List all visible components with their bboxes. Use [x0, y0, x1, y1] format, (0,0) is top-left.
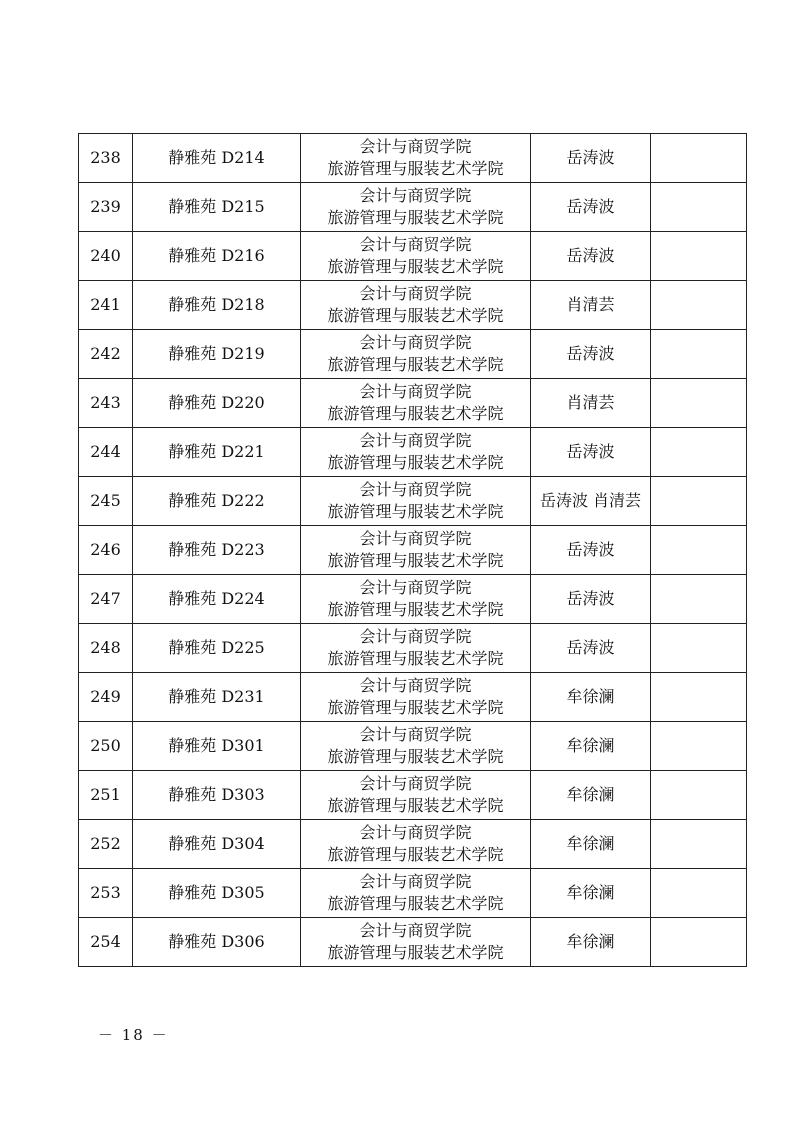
note-cell — [651, 428, 747, 477]
room-cell: 静雅苑 D214 — [133, 134, 301, 183]
college-cell — [301, 820, 531, 869]
college-cell — [301, 134, 531, 183]
person-cell — [531, 575, 651, 624]
row-number-cell: 246 — [79, 526, 133, 575]
college-line-2: 旅游管理与服装艺术学院 — [327, 257, 504, 276]
college-line-1: 会计与商贸学院 — [359, 725, 472, 744]
dormitory-assignment-table — [78, 133, 747, 967]
row-number-cell: 247 — [79, 575, 133, 624]
table-body — [79, 134, 747, 967]
college-line-1: 会计与商贸学院 — [359, 186, 472, 205]
college-cell — [301, 526, 531, 575]
note-cell — [651, 232, 747, 281]
table-row — [79, 134, 747, 183]
table-row — [79, 869, 747, 918]
college-cell — [301, 477, 531, 526]
person-cell — [531, 477, 651, 526]
table-row — [79, 918, 747, 967]
room-cell: 静雅苑 D303 — [133, 771, 301, 820]
room-cell: 静雅苑 D219 — [133, 330, 301, 379]
table-row — [79, 526, 747, 575]
note-cell — [651, 526, 747, 575]
room-cell: 静雅苑 D216 — [133, 232, 301, 281]
college-line-1: 会计与商贸学院 — [359, 774, 472, 793]
college-cell — [301, 771, 531, 820]
college-line-2: 旅游管理与服装艺术学院 — [327, 453, 504, 472]
table-row — [79, 183, 747, 232]
note-cell — [651, 624, 747, 673]
responsible-person: 岳涛波 — [566, 246, 615, 265]
table-row — [79, 673, 747, 722]
row-number-cell: 251 — [79, 771, 133, 820]
room-cell: 静雅苑 D220 — [133, 379, 301, 428]
college-cell — [301, 428, 531, 477]
room-cell: 静雅苑 D306 — [133, 918, 301, 967]
person-cell — [531, 183, 651, 232]
college-line-1: 会计与商贸学院 — [359, 480, 472, 499]
college-line-2: 旅游管理与服装艺术学院 — [327, 698, 504, 717]
room-cell: 静雅苑 D231 — [133, 673, 301, 722]
room-cell: 静雅苑 D304 — [133, 820, 301, 869]
note-cell — [651, 869, 747, 918]
table-row — [79, 722, 747, 771]
table-row — [79, 330, 747, 379]
college-cell — [301, 379, 531, 428]
room-cell: 静雅苑 D223 — [133, 526, 301, 575]
note-cell — [651, 918, 747, 967]
college-line-1: 会计与商贸学院 — [359, 578, 472, 597]
responsible-person: 牟徐澜 — [566, 785, 615, 804]
note-cell — [651, 183, 747, 232]
college-cell — [301, 869, 531, 918]
row-number-cell: 244 — [79, 428, 133, 477]
college-cell — [301, 232, 531, 281]
table-row — [79, 428, 747, 477]
note-cell — [651, 134, 747, 183]
person-cell — [531, 771, 651, 820]
row-number-cell: 242 — [79, 330, 133, 379]
person-cell — [531, 281, 651, 330]
room-cell: 静雅苑 D224 — [133, 575, 301, 624]
responsible-person: 牟徐澜 — [566, 736, 615, 755]
row-number-cell: 238 — [79, 134, 133, 183]
college-line-1: 会计与商贸学院 — [359, 284, 472, 303]
person-cell — [531, 379, 651, 428]
table-row — [79, 771, 747, 820]
room-cell: 静雅苑 D215 — [133, 183, 301, 232]
college-cell — [301, 281, 531, 330]
responsible-person: 牟徐澜 — [566, 932, 615, 951]
responsible-person: 肖清芸 — [566, 393, 615, 412]
college-line-2: 旅游管理与服装艺术学院 — [327, 355, 504, 374]
college-line-1: 会计与商贸学院 — [359, 823, 472, 842]
college-line-1: 会计与商贸学院 — [359, 529, 472, 548]
room-cell: 静雅苑 D221 — [133, 428, 301, 477]
college-line-2: 旅游管理与服装艺术学院 — [327, 845, 504, 864]
person-cell — [531, 722, 651, 771]
college-line-2: 旅游管理与服装艺术学院 — [327, 894, 504, 913]
responsible-person: 牟徐澜 — [566, 687, 615, 706]
college-cell — [301, 673, 531, 722]
college-cell — [301, 918, 531, 967]
college-line-1: 会计与商贸学院 — [359, 333, 472, 352]
person-cell — [531, 918, 651, 967]
college-line-2: 旅游管理与服装艺术学院 — [327, 649, 504, 668]
college-line-2: 旅游管理与服装艺术学院 — [327, 306, 504, 325]
college-line-2: 旅游管理与服装艺术学院 — [327, 502, 504, 521]
college-line-1: 会计与商贸学院 — [359, 137, 472, 156]
room-cell: 静雅苑 D225 — [133, 624, 301, 673]
note-cell — [651, 379, 747, 428]
person-cell — [531, 869, 651, 918]
note-cell — [651, 575, 747, 624]
row-number-cell: 252 — [79, 820, 133, 869]
responsible-person: 岳涛波 — [566, 344, 615, 363]
responsible-person: 岳涛波 — [566, 197, 615, 216]
person-cell — [531, 526, 651, 575]
person-cell — [531, 624, 651, 673]
college-line-1: 会计与商贸学院 — [359, 235, 472, 254]
table-row — [79, 281, 747, 330]
room-cell: 静雅苑 D218 — [133, 281, 301, 330]
college-line-1: 会计与商贸学院 — [359, 627, 472, 646]
row-number-cell: 254 — [79, 918, 133, 967]
college-cell — [301, 722, 531, 771]
row-number-cell: 243 — [79, 379, 133, 428]
table-row — [79, 379, 747, 428]
row-number-cell: 245 — [79, 477, 133, 526]
college-line-1: 会计与商贸学院 — [359, 431, 472, 450]
table-row — [79, 477, 747, 526]
note-cell — [651, 281, 747, 330]
college-line-1: 会计与商贸学院 — [359, 921, 472, 940]
person-cell — [531, 673, 651, 722]
note-cell — [651, 722, 747, 771]
row-number-cell: 250 — [79, 722, 133, 771]
person-cell — [531, 232, 651, 281]
college-line-2: 旅游管理与服装艺术学院 — [327, 747, 504, 766]
responsible-person: 岳涛波 — [566, 540, 615, 559]
college-cell — [301, 330, 531, 379]
person-cell — [531, 428, 651, 477]
college-line-1: 会计与商贸学院 — [359, 382, 472, 401]
note-cell — [651, 477, 747, 526]
responsible-person: 岳涛波 肖清芸 — [539, 491, 642, 510]
college-line-2: 旅游管理与服装艺术学院 — [327, 600, 504, 619]
college-cell — [301, 624, 531, 673]
college-cell — [301, 575, 531, 624]
responsible-person: 岳涛波 — [566, 442, 615, 461]
row-number-cell: 253 — [79, 869, 133, 918]
college-line-2: 旅游管理与服装艺术学院 — [327, 943, 504, 962]
table-row — [79, 624, 747, 673]
note-cell — [651, 330, 747, 379]
row-number-cell: 239 — [79, 183, 133, 232]
responsible-person: 牟徐澜 — [566, 834, 615, 853]
college-line-2: 旅游管理与服装艺术学院 — [327, 404, 504, 423]
room-cell: 静雅苑 D222 — [133, 477, 301, 526]
room-cell: 静雅苑 D305 — [133, 869, 301, 918]
note-cell — [651, 820, 747, 869]
college-line-1: 会计与商贸学院 — [359, 676, 472, 695]
responsible-person: 肖清芸 — [566, 295, 615, 314]
college-line-2: 旅游管理与服装艺术学院 — [327, 796, 504, 815]
table-row — [79, 232, 747, 281]
college-line-2: 旅游管理与服装艺术学院 — [327, 551, 504, 570]
college-line-2: 旅游管理与服装艺术学院 — [327, 208, 504, 227]
college-cell — [301, 183, 531, 232]
row-number-cell: 241 — [79, 281, 133, 330]
page-number: － 18 － — [98, 1026, 169, 1044]
college-line-2: 旅游管理与服装艺术学院 — [327, 159, 504, 178]
responsible-person: 岳涛波 — [566, 638, 615, 657]
room-cell: 静雅苑 D301 — [133, 722, 301, 771]
row-number-cell: 248 — [79, 624, 133, 673]
person-cell — [531, 820, 651, 869]
person-cell — [531, 134, 651, 183]
table-row — [79, 575, 747, 624]
responsible-person: 岳涛波 — [566, 148, 615, 167]
college-line-1: 会计与商贸学院 — [359, 872, 472, 891]
responsible-person: 牟徐澜 — [566, 883, 615, 902]
responsible-person: 岳涛波 — [566, 589, 615, 608]
note-cell — [651, 771, 747, 820]
row-number-cell: 240 — [79, 232, 133, 281]
row-number-cell: 249 — [79, 673, 133, 722]
person-cell — [531, 330, 651, 379]
note-cell — [651, 673, 747, 722]
table-row — [79, 820, 747, 869]
